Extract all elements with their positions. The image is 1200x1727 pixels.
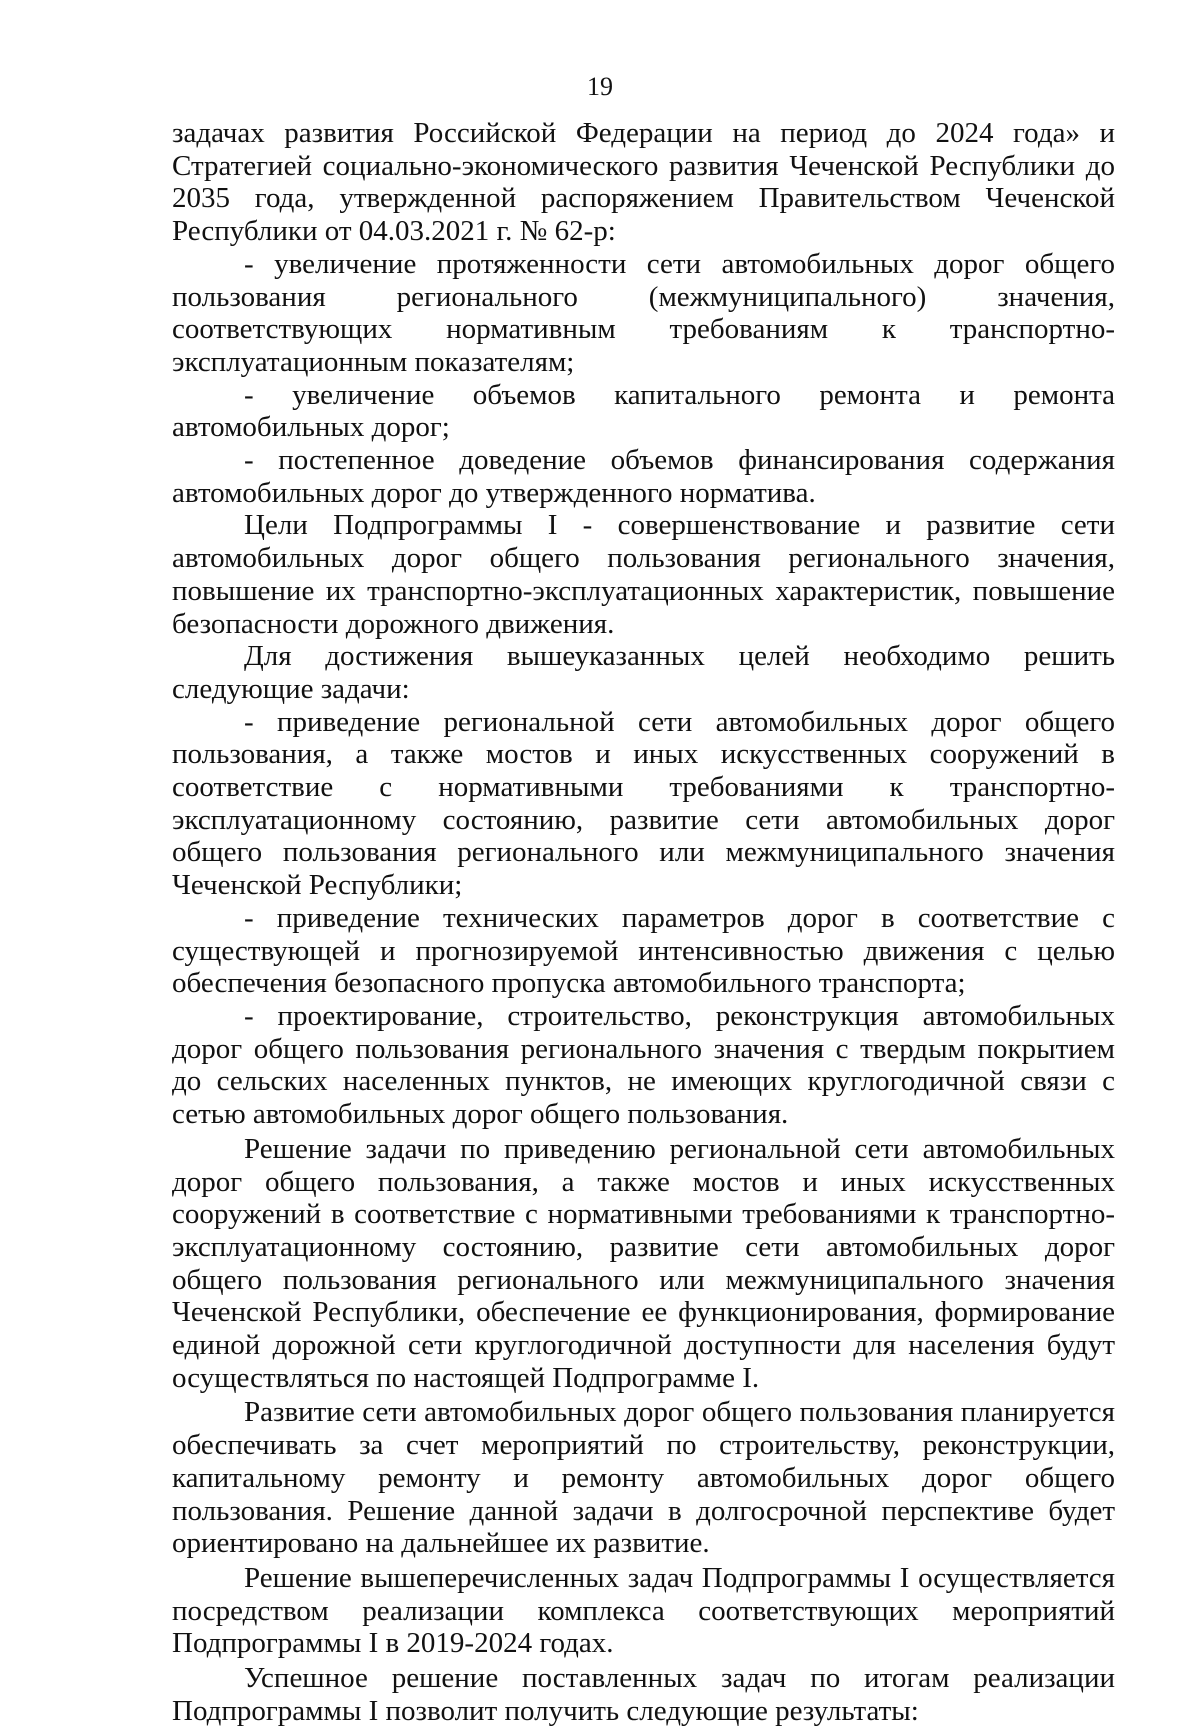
list-item-financing-maintenance: - постепенное доведение объемов финансирования содержания автомобильных дорог до утвержденного норматива.	[172, 444, 1115, 509]
list-item-technical-parameters: - приведение технических параметров дорог в соответствие с существующей и прогнозируемой интенсивностью движения с целью обеспечения безопасного пропуска автомобильного транспорта;	[172, 901, 1115, 1000]
paragraph-goals: Цели Подпрограммы I - совершенствование и развитие сети автомобильных дорог общего пользования регионального значения, повышение их транспортно-эксплуатационных характеристик, повышение безопасности дорожного движения.	[172, 509, 1115, 640]
paragraph-task-solution: Решение задачи по приведению региональной сети автомобильных дорог общего пользования, а также мостов и иных искусственных сооружений в соответствие с нормативными требованиями к транспортно-эксплуатационному состоянию, развитие сети автомобильных дорог общего пользования регионального или межмуниципального значения Чеченской Республики, обеспечение ее функционирования, формирование единой дорожной сети круглогодичной доступности для населения будут осуществляться по настоящей Подпрограмме I.	[172, 1132, 1115, 1394]
list-item-repair-volume: - увеличение объемов капитального ремонта и ремонта автомобильных дорог;	[172, 378, 1115, 444]
paragraph-network-development: Развитие сети автомобильных дорог общего пользования планируется обеспечивать за счет мероприятий по строительству, реконструкции, капитальному ремонту и ремонту автомобильных дорог общего пользования. Решение данной задачи в долгосрочной перспективе будет ориентировано на дальнейшее их развитие.	[172, 1396, 1115, 1560]
document-body	[172, 117, 1115, 1727]
paragraph-results-intro: Успешное решение поставленных задач по итогам реализации Подпрограммы I позволит получить следующие результаты:	[172, 1662, 1115, 1727]
paragraph-tasks-intro: Для достижения вышеуказанных целей необходимо решить следующие задачи:	[172, 640, 1115, 705]
paragraph-implementation: Решение вышеперечисленных задач Подпрограммы I осуществляется посредством реализации комплекса соответствующих мероприятий Подпрограммы I в 2019-2024 годах.	[172, 1561, 1115, 1660]
page-number: 19	[587, 72, 613, 101]
list-item-regional-network: - приведение региональной сети автомобильных дорог общего пользования, а также мостов и иных искусственных сооружений в соответствие с нормативными требованиями к транспортно-эксплуатационному состоянию, развитие сети автомобильных дорог общего пользования регионального или межмуниципального значения Чеченской Республики;	[172, 705, 1115, 902]
paragraph-strategy-continuation: задачах развития Российской Федерации на период до 2024 года» и Стратегией социально-экономического развития Чеченской Республики до 2035 года, утвержденной распоряжением Правительством Чеченской Республики от 04.03.2021 г. № 62-р:	[172, 117, 1115, 248]
list-item-construction: - проектирование, строительство, реконструкция автомобильных дорог общего пользования регионального значения с твердым покрытием до сельских населенных пунктов, не имеющих круглогодичной связи с сетью автомобильных дорог общего пользования.	[172, 999, 1115, 1131]
list-item-road-network-length: - увеличение протяженности сети автомобильных дорог общего пользования регионального (межмуниципального) значения, соответствующих нормативным требованиям к транспортно-эксплуатационным показателям;	[172, 247, 1115, 378]
